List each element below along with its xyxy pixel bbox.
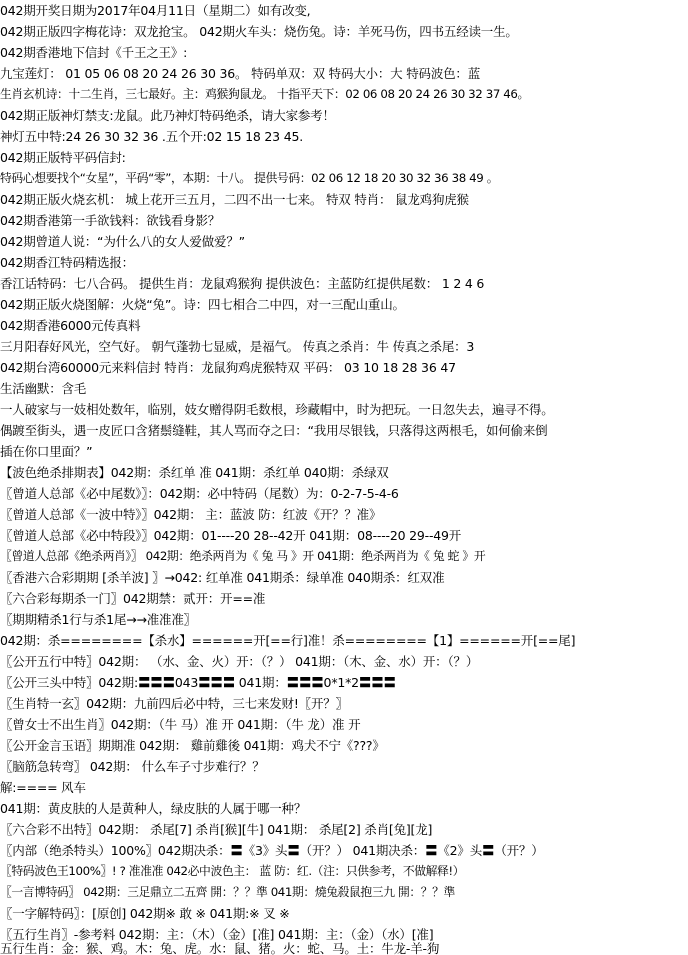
spring-fax-line: 三月阳春好风光，空气好。 朝气蓬勃七显威，是福气。 传真之杀肖：牛 传真之杀尾：3 bbox=[0, 339, 475, 354]
plum-poem-line: 042期正版四字梅花诗：双龙抢宝。 042期火车头：烧伤兔。诗：羊死马伤，四书五经读一生。 bbox=[0, 24, 518, 39]
kill-sheep-wave-line: 〖香港六合彩期期 [杀羊波] 〗→042: 红单准 041期杀：绿单准 040期杀：红双准 bbox=[0, 570, 445, 585]
kill-one-door-line: 〖六合彩每期杀一门〗042期禁：贰开：开==准 bbox=[0, 591, 266, 606]
wish-code-line: 特码心想要找个“女星”，平码“零”，本期：十八。 提供号码：02 06 12 18 20 30 32 36 38 49 。 bbox=[0, 171, 499, 185]
lamp-forbid-line: 042期正版神灯禁支:龙鼠。此乃神灯特码绝杀，请大家参考！ bbox=[0, 108, 335, 123]
brain-teaser-prev: 041期：黄皮肤的人是黄种人，绿皮肤的人属于哪一种？ bbox=[0, 801, 307, 816]
one-char-line: 〖一字解特码〗：[原创] 042期※ 敢 ※ 041期:※ 叉 ※ bbox=[0, 906, 290, 921]
one-word-bet-line: 〖一言博特码〗 042期：三足鼎立二五齊 開：？？準 041期：燒兔殺鼠抱三九 開：？？準 bbox=[0, 885, 455, 899]
kill-element-tail-line: 042期：杀========【杀水】======开[==行]准！杀========【1】======开[==尾] bbox=[0, 633, 576, 648]
zodiac-riddle-line: 生肖玄机诗：十二生肖，三七最好。主：鸡猴狗鼠龙。 十指平天下：02 06 08 20 24 26 30 32 37 46。 bbox=[0, 87, 529, 101]
kill-element-tail-heading: 〖期期精杀1行与杀1尾→→准准准〗 bbox=[0, 612, 196, 627]
nine-lotus-line: 九宝莲灯： 01 05 06 08 20 24 26 30 36。 特码单双：双 特码大小：大 特码波色：蓝 bbox=[0, 66, 481, 81]
five-element-zodiac-list: 五行生肖：金：猴、鸡。木：兔、虎。水：鼠、猪。火：蛇、马。土：牛龙-羊-狗 bbox=[0, 942, 440, 955]
hk-envelope-heading: 042期香港地下信封《千王之王》: bbox=[0, 45, 188, 60]
brain-teaser-answer: 解:==== 风车 bbox=[0, 780, 86, 795]
zodiac-mystery-line: 〖生肖特一玄〗042期：九前四后必中特，三七来发财!〖开？〗 bbox=[0, 696, 348, 711]
xiangjiang-line: 香江话特码：七八合码。 提供生肖：龙鼠鸡猴狗 提供波色：主蓝防红提供尾数： 1 2 4 6 bbox=[0, 276, 485, 291]
one-wave-line: 〖曾道人总部《一波中特》〗042期： 主：蓝波 防：红波《开？？准》 bbox=[0, 507, 382, 522]
tail-number-line: 〖曾道人总部《必中尾数》〗：042期：必中特码（尾数）为：0-2-7-5-4-6 bbox=[0, 486, 399, 501]
humor-text-2: 偶踱至街头，遇一皮匠口含猪鬃缝鞋，其人骂而夺之曰：“我用尽银钱，只落得这两根毛，如何偷来倒 bbox=[0, 423, 548, 438]
ms-zeng-line: 〖曾女士不出生肖〗042期：（牛 马）准 开 041期：（牛 龙）准 开 bbox=[0, 717, 361, 732]
brain-teaser-line: 〖脑筋急转弯〗 042期： 什么车子寸步难行？？ bbox=[0, 759, 265, 774]
xiangjiang-heading: 042期香江特码精选报： bbox=[0, 255, 134, 270]
wave-king-line: 〖特码波色王100%〗! ? 准准准 042必中波色主： 蓝 防：红.（注：只供参考，不做解释!） bbox=[0, 864, 465, 878]
lamp-five-line: 神灯五中特:24 26 30 32 36 .五个开:02 15 18 23 45. bbox=[0, 129, 303, 144]
draw-date-line: 042期开奖日期为2017年04月11日（星期二）如有改变, bbox=[0, 3, 311, 18]
five-elements-line: 〖公开五行中特〗042期： （水、金、火）开：（？） 041期：（木、金、水）开：（？） bbox=[0, 654, 479, 669]
golden-words-line: 〖公开金言玉语〗期期准 042期： 雞前雞後 041期：鸡犬不宁《???》 bbox=[0, 738, 385, 753]
taiwan-envelope-line: 042期台湾60000元来料信封 特肖：龙鼠狗鸡虎猴特双 平码： 03 10 18 28 36 47 bbox=[0, 360, 456, 375]
priest-says-line: 042期曾道人说：“为什么八的女人爱做爱？” bbox=[0, 234, 245, 249]
kill-two-zodiac-line: 〖曾道人总部《绝杀两肖》〗 042期：绝杀两肖为《 兔 马 》开 041期：绝杀两肖为《 兔 蛇 》开 bbox=[0, 549, 486, 563]
humor-text-1: 一人破家与一妓相处数年，临别，妓女赠得阴毛数根，珍藏帽中，时为把玩。一日忽失去，遍寻不得。 bbox=[0, 402, 554, 417]
five-element-zodiac-line: 〖五行生肖〗-参考料 042期：主：（木）（金）[准] 041期：主：（金）（水）[准] bbox=[0, 927, 434, 942]
hk-fax-heading: 042期香港6000元传真料 bbox=[0, 318, 141, 333]
no-special-line: 〖六合彩不出特〗042期： 杀尾[7] 杀肖[猴][牛] 041期： 杀尾[2] 杀肖[兔][龙] bbox=[0, 822, 433, 837]
humor-title: 生活幽默：含毛 bbox=[0, 381, 87, 396]
kill-head-line: 〖内部（绝杀特头）100%〗042期决杀：〓《3》头〓（开？） 041期决杀：〓《2》头〓（开？） bbox=[0, 843, 544, 858]
fire-diagram-line: 042期正版火烧图解：火烧“兔”。诗：四七相合二中四，对一三配山重山。 bbox=[0, 297, 405, 312]
humor-text-3: 插在你口里面？” bbox=[0, 444, 93, 459]
fire-riddle-line: 042期正版火烧玄机： 城上花开三五月，二四不出一七来。 特双 特肖： 鼠龙鸡狗虎猴 bbox=[0, 192, 469, 207]
segment-line: 〖曾道人总部《必中特段》〗042期：01----20 28--42开 041期：08----20 29--49开 bbox=[0, 528, 462, 543]
first-hand-line: 042期香港第一手欲钱料：欲钱看身影？ bbox=[0, 213, 221, 228]
color-kill-line: 【波色绝杀排期表】042期：杀红单 准 041期：杀红单 040期：杀绿双 bbox=[0, 465, 389, 480]
flat-code-heading: 042期正版特平码信封: bbox=[0, 150, 126, 165]
three-heads-line: 〖公开三头中特〗042期:〓〓〓043〓〓〓 041期：〓〓〓0*1*2〓〓〓 bbox=[0, 675, 396, 690]
